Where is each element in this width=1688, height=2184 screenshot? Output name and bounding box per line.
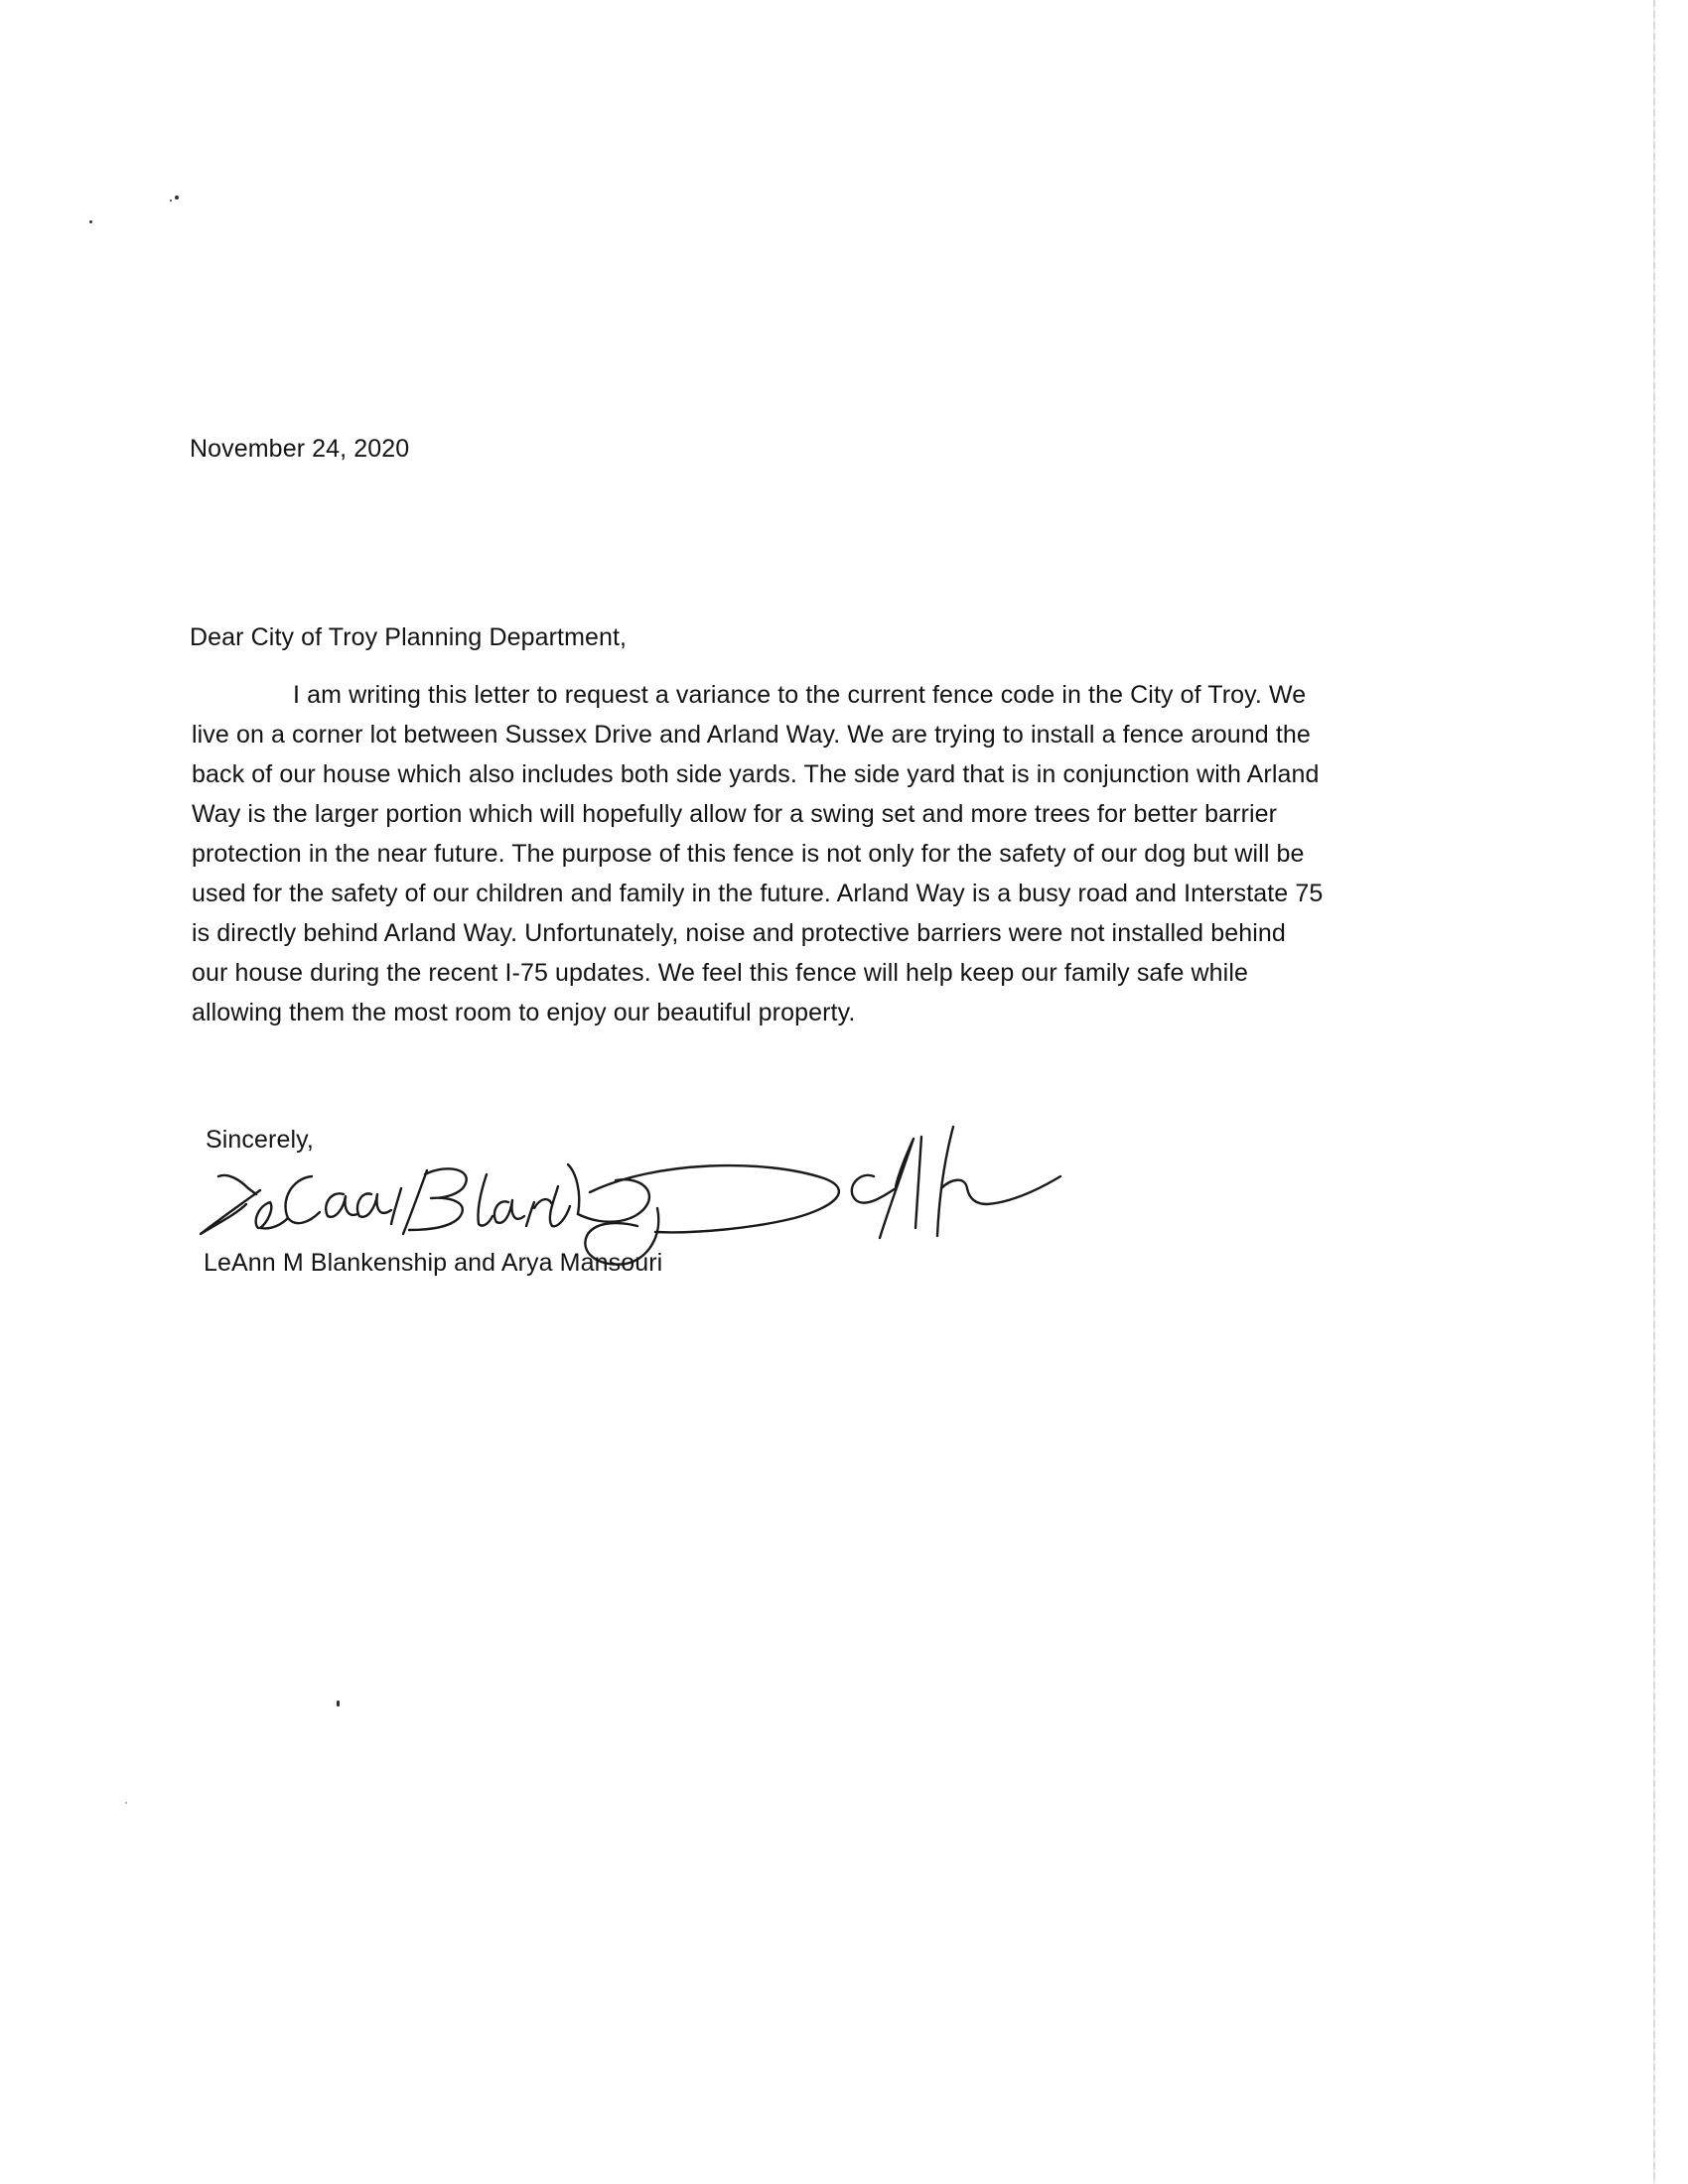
body-line: back of our house which also includes both side yards. The side yard that is in conjunction with Arland — [192, 760, 1320, 788]
scan-speck — [170, 200, 172, 202]
scan-speck — [125, 1802, 127, 1804]
scan-speck — [175, 196, 179, 200]
body-line: allowing them the most room to enjoy our beautiful property. — [192, 999, 856, 1026]
letter-date: November 24, 2020 — [190, 435, 410, 463]
letter-closing: Sincerely, — [206, 1126, 314, 1154]
body-line: Way is the larger portion which will hopefully allow for a swing set and more trees for better barrier — [192, 800, 1278, 828]
body-line: used for the safety of our children and family in the future. Arland Way is a busy road and Interstate 75 — [192, 880, 1324, 907]
body-line: is directly behind Arland Way. Unfortunately, noise and protective barriers were not installed behind — [192, 919, 1286, 947]
body-line: protection in the near future. The purpose of this fence is not only for the safety of our dog but will be — [192, 840, 1305, 868]
letter-salutation: Dear City of Troy Planning Department, — [190, 623, 628, 651]
scan-speck — [337, 1701, 340, 1706]
scan-edge-line — [1653, 0, 1655, 2184]
body-line: I am writing this letter to request a variance to the current fence code in the City of Troy. We — [293, 681, 1307, 709]
signature-arya — [852, 1127, 1060, 1238]
letter-body — [192, 675, 1463, 1032]
body-line: our house during the recent I-75 updates. We feel this fence will help keep our family safe while — [192, 959, 1248, 987]
scan-speck — [89, 220, 92, 223]
body-line: live on a corner lot between Sussex Drive and Arland Way. We are trying to install a fence around the — [192, 721, 1311, 749]
letter-signers: LeAnn M Blankenship and Arya Mansouri — [204, 1249, 663, 1277]
